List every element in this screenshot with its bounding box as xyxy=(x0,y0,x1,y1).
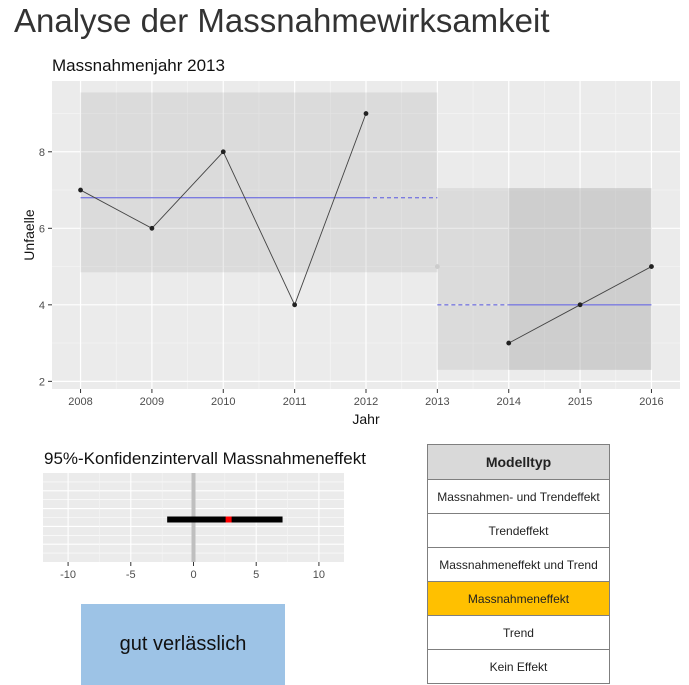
ci-x-tick-label: 0 xyxy=(190,569,197,581)
model-table-header: Modelltyp xyxy=(428,445,610,480)
x-axis-label: Jahr xyxy=(352,411,380,427)
y-tick-label: 4 xyxy=(38,299,45,312)
y-tick-label: 6 xyxy=(38,223,45,236)
x-tick-label: 2008 xyxy=(68,396,93,408)
effect-estimate-point xyxy=(226,517,232,523)
page-title: Analyse der Massnahmewirksamkeit xyxy=(14,2,550,39)
model-row[interactable] xyxy=(428,616,610,650)
data-point xyxy=(150,226,155,231)
data-point xyxy=(221,149,226,154)
chart-title: Massnahmenjahr 2013 xyxy=(52,56,225,75)
y-axis-label: Unfaelle xyxy=(21,209,37,261)
data-point xyxy=(649,264,654,269)
x-tick-label: 2015 xyxy=(567,396,593,408)
x-tick-label: 2013 xyxy=(425,396,450,408)
model-row-label[interactable]: Massnahmeneffekt und Trend xyxy=(428,548,610,582)
x-tick-label: 2011 xyxy=(282,396,307,408)
confidence-band xyxy=(366,92,437,272)
model-row-label[interactable]: Massnahmen- und Trendeffekt xyxy=(428,480,610,514)
confidence-interval-chart xyxy=(0,470,360,585)
data-point xyxy=(78,188,83,193)
confidence-band xyxy=(509,188,652,370)
model-row[interactable] xyxy=(428,514,610,548)
x-tick-label: 2012 xyxy=(353,396,379,408)
model-row-label[interactable]: Kein Effekt xyxy=(428,650,610,684)
data-point xyxy=(364,111,369,116)
model-row[interactable] xyxy=(428,480,610,514)
reliability-badge xyxy=(81,604,285,685)
intervention-point xyxy=(435,264,440,269)
data-point xyxy=(506,341,511,346)
x-tick-label: 2016 xyxy=(639,396,664,408)
data-point xyxy=(578,302,583,307)
model-row-label[interactable]: Massnahmeneffekt xyxy=(428,582,610,616)
y-tick-label: 2 xyxy=(38,376,45,389)
ci-x-tick-label: -10 xyxy=(60,569,77,581)
x-tick-label: 2009 xyxy=(139,396,165,408)
accidents-chart xyxy=(0,78,689,438)
model-row-label[interactable]: Trendeffekt xyxy=(428,514,610,548)
model-row[interactable] xyxy=(428,650,610,684)
y-tick-label: 8 xyxy=(38,146,45,159)
model-row[interactable] xyxy=(428,548,610,582)
confidence-band xyxy=(81,92,366,272)
data-point xyxy=(292,302,297,307)
x-tick-label: 2010 xyxy=(211,396,236,408)
ci-x-tick-label: 10 xyxy=(312,569,326,581)
model-row-label[interactable]: Trend xyxy=(428,616,610,650)
ci-x-tick-label: 5 xyxy=(253,569,260,581)
model-type-table xyxy=(427,444,610,684)
ci-x-tick-label: -5 xyxy=(125,569,136,581)
x-tick-label: 2014 xyxy=(496,396,521,408)
ci-chart-title: 95%-Konfidenzintervall Massnahmeneffekt xyxy=(44,449,366,468)
reliability-label: gut verlässlich xyxy=(119,633,247,655)
model-row[interactable] xyxy=(428,582,610,616)
